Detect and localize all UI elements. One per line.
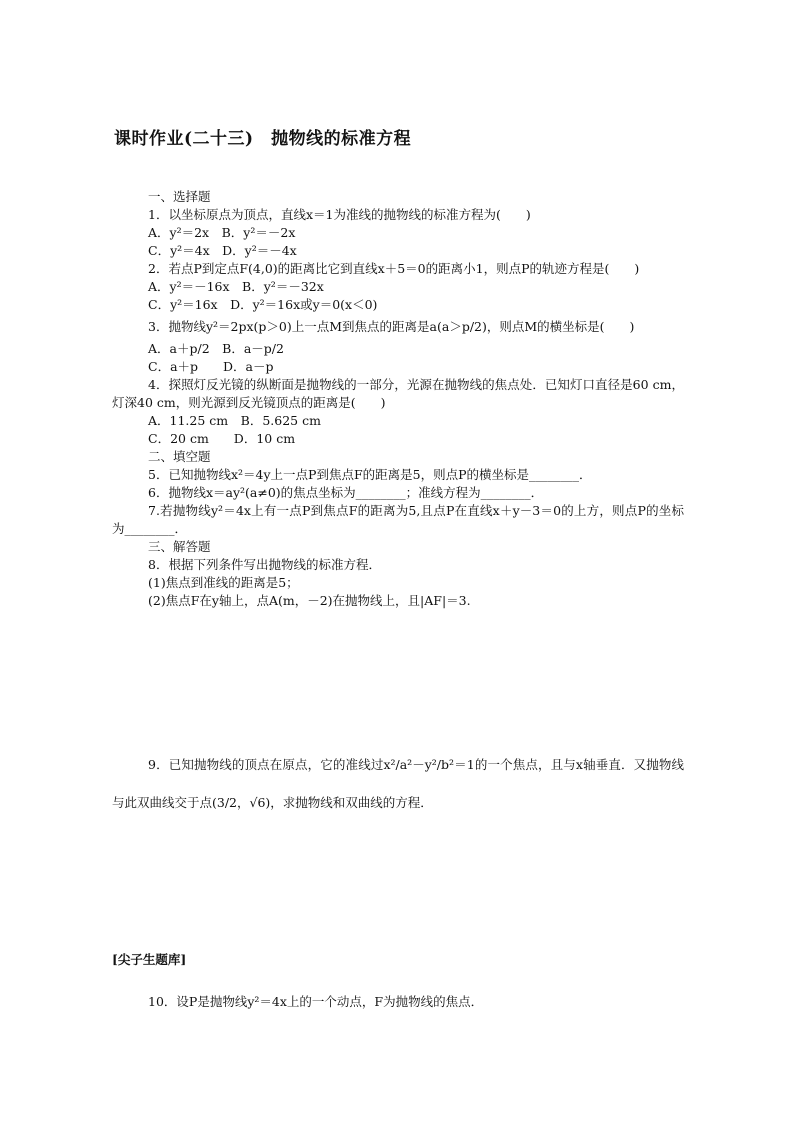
question-2-stem: 2．若点P到定点F(4,0)的距离比它到直线x＋5＝0的距离小1，则点P的轨迹方程是( ) — [148, 261, 640, 276]
question-7: 7.若抛物线y²＝4x上有一点P到焦点F的距离为5,且点P在直线x＋y－3＝0的上方，则点P的坐标为________． — [112, 503, 684, 536]
question-9: 9．已知抛物线的顶点在原点，它的准线过x²/a²－y²/b²＝1的一个焦点，且与x轴垂直．又抛物线与此双曲线交于点(3/2，√6)，求抛物线和双曲线的方程． — [112, 757, 684, 810]
section-heading-fill: 二、填空题 — [148, 449, 211, 464]
question-6: 6．抛物线x＝ay²(a≠0)的焦点坐标为________；准线方程为________． — [148, 485, 544, 500]
section-heading-choice: 一、选择题 — [148, 189, 211, 204]
question-8-part-1: (1)焦点到准线的距离是5； — [148, 575, 299, 590]
question-10: 10．设P是抛物线y²＝4x上的一个动点，F为抛物线的焦点． — [148, 994, 484, 1009]
question-3-options-cd: C．a＋p D．a－p — [148, 359, 274, 374]
question-3-options-ab: A．a＋p/2 B．a－p/2 — [148, 341, 284, 356]
section-heading-answer: 三、解答题 — [148, 539, 211, 554]
question-4-options-cd: C．20 cm D．10 cm — [148, 431, 296, 446]
question-1-stem: 1．以坐标原点为顶点，直线x＝1为准线的抛物线的标准方程为( ) — [148, 207, 531, 222]
question-1-options-ab: A．y²＝2x B．y²＝－2x — [148, 225, 296, 240]
question-4-options-ab: A．11.25 cm B．5.625 cm — [148, 413, 321, 428]
page-title: 课时作业(二十三) 抛物线的标准方程 — [114, 129, 412, 149]
question-2-options-cd: C．y²＝16x D．y²＝16x或y＝0(x＜0) — [148, 297, 378, 312]
section-heading-top-student-bank: [尖子生题库] — [112, 952, 187, 967]
question-8-stem: 8．根据下列条件写出抛物线的标准方程． — [148, 557, 381, 572]
question-8-part-2: (2)焦点F在y轴上，点A(m，－2)在抛物线上，且|AF|＝3. — [148, 593, 471, 608]
exercise-body — [112, 188, 684, 610]
question-4-stem: 4．探照灯反光镜的纵断面是抛物线的一部分，光源在抛物线的焦点处．已知灯口直径是60 cm，灯深40 cm，则光源到反光镜顶点的距离是( ) — [112, 377, 684, 410]
question-5: 5．已知抛物线x²＝4y上一点P到焦点F的距离是5，则点P的横坐标是________． — [148, 467, 592, 482]
question-1-options-cd: C．y²＝4x D．y²＝－4x — [148, 243, 297, 258]
question-2-options-ab: A．y²＝－16x B．y²＝－32x — [148, 279, 324, 294]
question-3-stem: 3．抛物线y²＝2px(p＞0)上一点M到焦点的距离是a(a＞p/2)，则点M的横坐标是( ) — [148, 319, 635, 334]
